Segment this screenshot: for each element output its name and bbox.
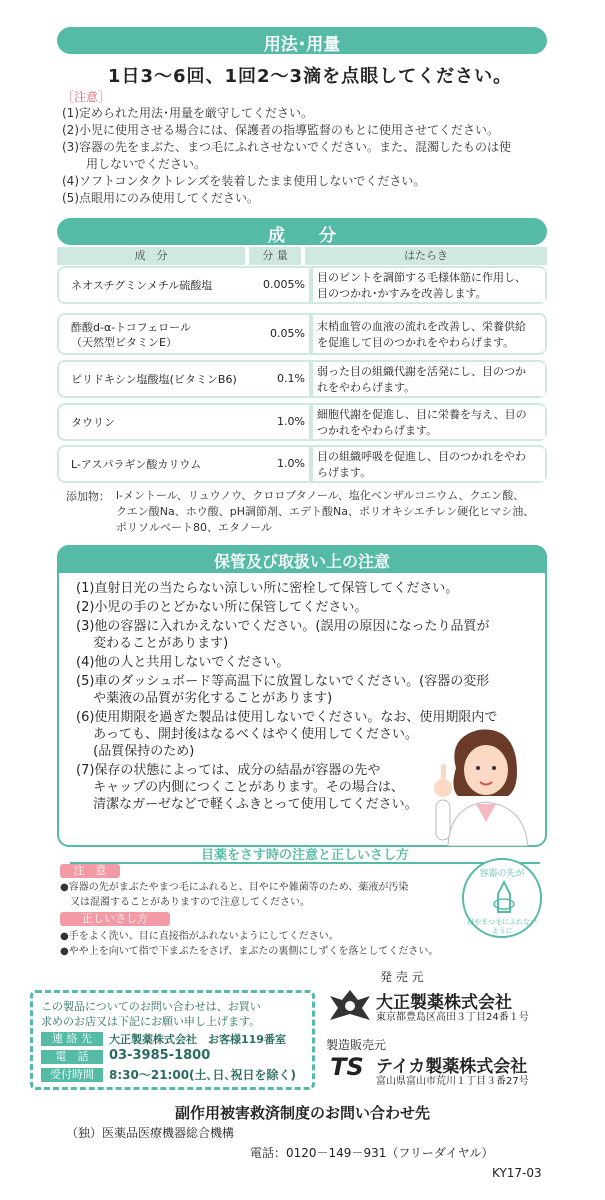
eyedrops-title: 目薬をさす時の注意と正しいさし方 [70,842,540,864]
eyedrop-badge: 容器の先が 目やまつ毛にふれないように [462,858,542,938]
seller-name: 大正製薬株式会社 [376,993,512,1013]
teika-logo: TS [330,1053,364,1081]
usage-title: 用法･用量 [57,27,547,54]
table-row [57,445,547,483]
ingredient-effect: 弱った目の組織代謝を活発にし、目のつか れをやわらげます。 [317,364,545,396]
seller-label: 発 売 元 [380,970,424,984]
usage-caution-list [62,105,511,207]
caution-tag: 注 意 [60,864,120,878]
eyedrops-caution: ●容器の先がまぶたやまつ毛にふれると、目やにや雑菌等のため、薬液が汚染 又は混濁することがありますので注意してください。 [60,882,409,908]
ingredient-amount: 1.0% [277,457,305,470]
hours-value: 8:30～21:00(土､日､祝日を除く) [109,1068,297,1082]
seller-address: 東京都豊島区高田３丁目24番１号 [376,1012,529,1023]
list-item: キャップの内側につくことがあります。その場合は、 [76,780,404,795]
header-amount: 分 量 [249,247,301,265]
taisho-eagle-logo [328,986,372,1026]
list-item: (品質保持のため) [76,744,195,759]
ingredient-effect: 目の組織呼吸を促進し、目のつかれをやわ らげます。 [317,449,545,481]
ingredient-effect: 目のピントを調節する毛様体筋に作用し、 目のつかれ･かすみを改善します。 [317,270,545,302]
list-item: (4)他の人と共用しないでください。 [76,655,290,670]
table-row [57,360,547,398]
ingredient-effect: 末梢血管の血液の流れを改善し、栄養供給 を促進して目のつかれをやわらげます。 [317,319,545,351]
additives-label: 添加物： [66,490,110,503]
dosage-text: 1日3～6回、1回2～3滴を点眼してください。 [107,66,513,87]
list-item: (1)定められた用法･用量を厳守してください。 [62,106,313,120]
ingredient-amount: 0.005% [263,278,305,291]
list-item: (3)他の容器に入れかえないでください。(誤用の原因になったり品質が [76,619,490,634]
ingredient-name: ネオスチグミンメチル硫酸塩 [71,279,213,292]
list-item: (4)ソフトコンタクトレンズを装着したまま使用しないでください。 [62,174,426,188]
maker-label: 製造販売元 [326,1038,387,1052]
storage-title: 保管及び取扱い上の注意 [57,545,547,573]
ingredients-title: 成 分 [57,218,547,245]
maker-name: テイカ製薬株式会社 [376,1057,528,1077]
caution-label: ［注意］ [62,90,111,104]
howto-tag: 正しいさし方 [60,912,170,926]
list-item: (3)容器の先をまぶた、まつ毛にふれさせないでください。また、混濁したものは使 [62,140,512,154]
list-item: や薬液の品質が劣化することがあります) [76,691,333,706]
nurse-illustration [428,718,540,846]
list-item: (6)使用期限を過ぎた製品は使用しないでください。なお、使用期限内で [76,710,498,725]
ingredient-amount: 1.0% [277,415,305,428]
relief-title: 副作用被害救済制度のお問い合わせ先 [174,1104,430,1122]
list-item: 用しないでください。 [62,157,207,171]
list-item: (1)直射日光の当たらない涼しい所に密栓して保管してください。 [76,581,459,596]
list-item: (2)小児に使用させる場合には、保護者の指導監督のもとに使用させてください。 [62,123,500,137]
dest-label: 連 絡 先 [41,1032,103,1046]
additives-list: l-メントール、リュウノウ、クロロブタノール、塩化ベンザルコニウム、クエン酸、 クエン酸Na、ホウ酸、pH調節剤、エデト酸Na、ポリオキシエチレン硬化ヒマシ油、 ポリソルベート80、エタノール [116,489,535,534]
ingredient-amount: 0.1% [277,372,305,385]
list-item: 変わることがあります) [76,636,229,651]
list-item: あっても、開封後はなるべくはやく使用してください。 [76,727,419,742]
contact-box: この製品についてのお問い合わせは、お買い 求めのお店又は下記にお願い申し上げます。 連 絡 先 大正製薬株式会社 お客様119番室 電 話 03-3985-1800 受付時間 8:30～21:00(土､日､祝日を除く) [30,990,315,1090]
list-item: (7)保存の状態によっては、成分の結晶が容器の先や [76,763,381,778]
relief-phone: 電話：0120－149－931（フリーダイヤル） [250,1146,494,1160]
list-item: (2)小児の手のとどかない所に保管してください。 [76,600,368,615]
table-row [57,266,547,304]
list-item: 清潔なガーゼなどで軽くふきとって使用してください。 [76,797,418,812]
relief-org: （独）医薬品医療機器総合機構 [66,1126,235,1140]
eyedrop-bottle-icon [486,880,522,916]
ingredient-name: L-アスパラギン酸カリウム [71,458,202,471]
maker-address: 富山県富山市荒川１丁目３番27号 [376,1076,529,1087]
ingredient-name: タウリン [71,416,115,429]
list-item: (5)車のダッシュボード等高温下に放置しないでください。(容器の変形 [76,674,490,689]
table-row [57,403,547,441]
dest-value: 大正製薬株式会社 お客様119番室 [109,1033,286,1046]
phone-label: 電 話 [41,1050,103,1064]
eyedrops-howto: ●手をよく洗い、目に直接指がふれないようにしてください。 ●やや上を向いて指で下まぶたをさげ、まぶたの裏側にしずくを落としてください。 [60,931,439,957]
header-ingredient: 成 分 [57,247,245,265]
phone-value: 03-3985-1800 [109,1048,211,1063]
ingredient-name: ピリドキシン塩酸塩(ビタミンB6) [71,373,237,386]
product-code: KY17-03 [492,1166,542,1180]
hours-label: 受付時間 [41,1068,103,1082]
ingredient-effect: 細胞代謝を促進し、目に栄養を与え、目の つかれをやわらげます。 [317,407,545,439]
header-effect: はたらき [305,247,547,265]
ingredient-amount: 0.05% [270,327,305,340]
list-item: (5)点眼用にのみ使用してください。 [62,191,259,205]
ingredient-name: 酢酸d-α-トコフェロール （天然型ビタミンE） [71,321,191,349]
table-row [57,313,547,355]
